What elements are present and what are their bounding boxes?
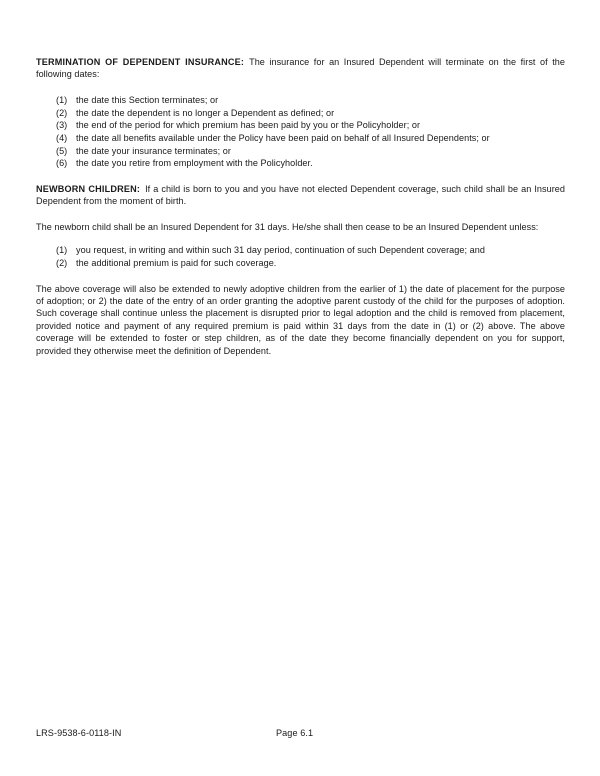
- list-item-text: the date the dependent is no longer a Dependent as defined; or: [76, 107, 335, 118]
- newborn-continuation-list: [36, 244, 565, 269]
- list-item-text: the date this Section terminates; or: [76, 94, 219, 105]
- list-item-text: you request, in writing and within such 31 day period, continuation of such Dependent coverage; and: [76, 245, 485, 256]
- list-marker: (2): [56, 257, 68, 268]
- list-marker: (2): [56, 107, 68, 118]
- list-item-text: the date your insurance terminates; or: [76, 145, 231, 156]
- list-marker: (3): [56, 120, 68, 131]
- list-item: [56, 107, 565, 120]
- list-marker: (1): [56, 245, 68, 256]
- section-newborn-intro: [36, 183, 565, 208]
- section-newborn-intro-text: If a child is born to you and you have not elected Dependent coverage, such child shall be an Insured Dependent from the moment of birth.: [36, 184, 566, 207]
- list-marker: (4): [56, 132, 68, 143]
- list-item: [56, 145, 565, 158]
- section-heading-newborn: NEWBORN CHILDREN:: [36, 184, 141, 195]
- list-item: [56, 244, 565, 257]
- document-body: [36, 56, 565, 370]
- page-number: Page 6.1: [276, 728, 314, 738]
- list-item-text: the date all benefits available under the Policy have been paid on behalf of all Insured Dependents; or: [76, 132, 490, 143]
- list-marker: (5): [56, 145, 68, 156]
- list-item: [56, 132, 565, 145]
- termination-conditions-list: [36, 94, 565, 170]
- newborn-31-day-paragraph: The newborn child shall be an Insured Dependent for 31 days. He/she shall then cease to be an Insured Dependent unless:: [36, 221, 539, 232]
- list-item: [56, 157, 565, 170]
- section-termination-intro: [36, 56, 565, 81]
- list-marker: (6): [56, 158, 68, 169]
- section-heading-termination: TERMINATION OF DEPENDENT INSURANCE:: [36, 57, 245, 67]
- list-item-text: the additional premium is paid for such coverage.: [76, 257, 277, 268]
- list-item: [56, 119, 565, 132]
- list-item: [56, 257, 565, 270]
- list-item: [56, 94, 565, 107]
- list-marker: (1): [56, 94, 68, 105]
- section-termination-intro-text: The insurance for an Insured Dependent will terminate on the first of the following dates:: [36, 57, 565, 80]
- list-item-text: the end of the period for which premium has been paid by you or the Policyholder; or: [76, 120, 421, 131]
- list-item-text: the date you retire from employment with the Policyholder.: [76, 158, 313, 169]
- adoptive-children-paragraph: The above coverage will also be extended to newly adoptive children from the earlier of 1) the date of placement for the purpose of adoption; or 2) the date of the entry of an order granting the adoptive parent custody of the child for the purposes of adoption. Such coverage shall continue unless the placement is disrupted prior to legal adoption and the child is removed from placement, provided notice and payment of any required premium is paid within 31 days from the date in (1) or (2) above. The above coverage will be extended to foster or step children, as of the date they become financially dependent on you for support, provided they otherwise meet the definition of Dependent.: [36, 283, 565, 356]
- form-number: LRS-9538-6-0118-IN: [36, 728, 122, 738]
